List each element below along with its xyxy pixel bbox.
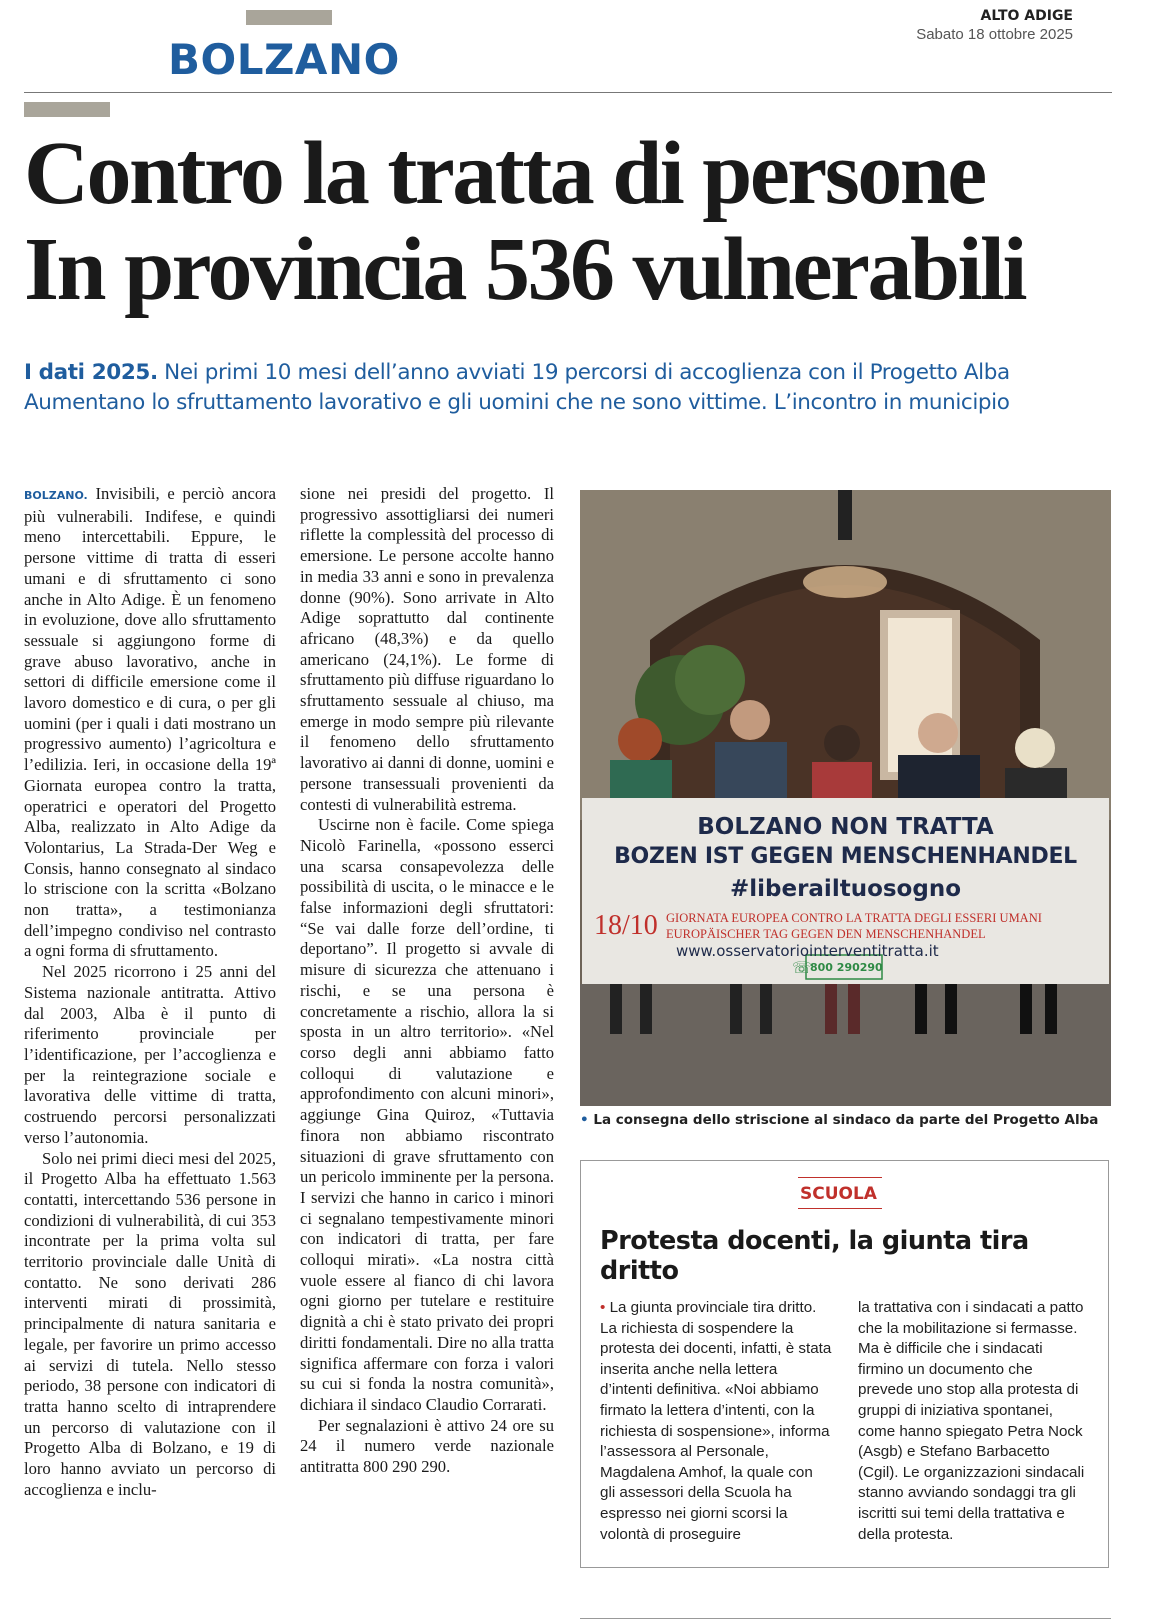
section-title: BOLZANO (168, 35, 400, 84)
issue-date: Sabato 18 ottobre 2025 (916, 26, 1073, 43)
article-column-1 (24, 484, 276, 1500)
banner-line-1: BOLZANO NON TRATTA (697, 814, 994, 840)
sidebar-column-1 (600, 1298, 832, 1545)
sidebar-text-1: La giunta provinciale tira dritto. La richiesta di sospendere la protesta dei docenti, infatti, è stata inserita anche nella lettera d’intenti definitiva. «Noi abbiamo firmato la lettera d’intenti, con la richiesta di sospensione», informa l’assessora al Personale, Magdalena Amhof, la quale con gli assessori della Scuola ha espresso nei giorni scorsi la volontà di proseguire (600, 1299, 832, 1543)
sidebar-text-2: la trattativa con i sindacati a patto che la mobilitazione si fermasse. Ma è difficile che i sindacati firmino un documento che prevede uno stop alla protesta di gruppi di iniziativa spontanei, come hanno spiegato Petra Nock (Asgb) e Stefano Barbacetto (Cgil). Le organizzazioni sindacali stanno avviando sondaggi tra gli iscritti sui temi della trattativa e della protesta. (858, 1299, 1085, 1543)
subhead-line-1 (24, 358, 1124, 388)
bottom-rule (580, 1618, 1111, 1619)
sidebar-kicker: SCUOLA (800, 1184, 877, 1204)
phone-icon: ☏ (792, 958, 813, 977)
subhead-text-1: Nei primi 10 mesi dell’anno avviati 19 percorsi di accoglienza con il Progetto Alba (164, 360, 1010, 385)
headline (24, 126, 1124, 318)
article-column-2 (300, 484, 554, 1478)
headline-line-1: Contro la tratta di persone (24, 124, 985, 223)
sidebar-title: Protesta docenti, la giunta tira dritto (600, 1226, 1029, 1286)
headline-line-2: In provincia 536 vulnerabili (24, 220, 1026, 319)
bullet-icon: • (600, 1299, 606, 1316)
paragraph: Nel 2025 ricorrono i 25 anni del Sistema nazionale antitratta. Attivo dal 2003, Alba è il punto di riferimento provinciale per l’identificazione, per l’accoglienza e per la reintegrazione sociale e lavorativa delle vittime di tratta, costruendo percorsi personalizzati verso l’autonomia. (24, 962, 276, 1147)
headline-bar (24, 102, 110, 117)
paragraph: Solo nei primi dieci mesi del 2025, il Progetto Alba ha effettuato 1.563 contatti, intercettando 536 persone in condizioni di vulnerabilità, di cui 353 incontrate per la prima volta sul territorio provinciale dalle Unità di contatto. Ne sono derivati 286 interventi mirati di prossimità, principalmente di natura sanitaria e legale, per favorire un primo accesso ai servizi di tutela. Nello stesso periodo, 38 persone con indicatori di tratta hanno scelto di intraprendere un percorso di valutazione con il Progetto Alba di Bolzano, e 19 di loro hanno avviato un percorso di accoglienza e inclu- (24, 1148, 276, 1499)
caption-text: La consegna dello striscione al sindaco da parte del Progetto Alba (593, 1112, 1099, 1128)
paragraph: Uscirne non è facile. Come spiega Nicolò Farinella, «possono esserci una scarsa consapevolezza delle possibilità di uscita, o le minacce e le false informazioni degli sfruttatori: “Se vai dalle forze dell’ordine, ti deportano”. Il progetto si avvale di misure di sicurezza che attenuano i rischi, e se una persona è concretamente a rischio, allora la si sposta in un altro territorio». «Nel corso degli anni abbiamo fatto colloqui di valutazione e approfondimento con alcuni minori», aggiunge Gina Quiroz, «Tuttavia finora non abbiamo riscontrato situazioni di grave sfruttamento con un pericolo imminente per la persona. I servizi che hanno in carico i minori ci segnalano tempestivamente minori con indicatori di tratta, per fare colloqui mirati». «La nostra città vuole essere al fianco di chi lavora ogni giorno per tutelare e restituire dignità a chi è stato privato dei propri diritti fondamentali. Dire no alla tratta significa affermare con forza i valori su cui si fonda la nostra comunità», dichiara il sindaco Claudio Corrarati. (300, 815, 554, 1414)
section-bar-top (246, 10, 332, 25)
paragraph: Per segnalazioni è attivo 24 ore su 24 il numero verde nazionale antitratta 800 290 290. (300, 1415, 554, 1477)
article-photo (580, 490, 1111, 1106)
kicker-rule-bottom (798, 1208, 882, 1209)
paragraph: sione nei presidi del progetto. Il progressivo assottigliarsi dei numeri riflette la complessità del processo di emersione. Le persone accolte hanno in media 33 anni e sono in prevalenza donne (90%). Sono arrivate in Alto Adige soprattutto dal continente africano (48,3%) e da quello americano (24,1%). Le forme di sfruttamento più diffuse riguardano lo sfruttamento sessuale al chiuso, ma emerge in modo sempre più rilevante il fenomeno dello sfruttamento lavorativo ai danni di donne, uomini e persone transessuali provenienti da contesti di vulnerabilità estrema. (300, 484, 554, 814)
photo-illustration (580, 490, 1111, 1106)
banner-date: 18/10 (594, 910, 658, 941)
dateline: BOLZANO. (24, 489, 88, 502)
banner-line-2: BOZEN IST GEGEN MENSCHENHANDEL (614, 844, 1077, 869)
sidebar-column-2 (858, 1298, 1090, 1545)
banner-hashtag: #liberailtuosogno (729, 876, 962, 902)
photo-caption (580, 1112, 1111, 1128)
subhead-line-2: Aumentano lo sfruttamento lavorativo e gli uomini che ne sono vittime. L’incontro in municipio (24, 390, 1010, 415)
banner-italian: GIORNATA EUROPEA CONTRO LA TRATTA DEGLI ESSERI UMANI (666, 911, 1042, 925)
header-rule (24, 92, 1112, 93)
newspaper-name: ALTO ADIGE (980, 8, 1073, 24)
banner-url: www.osservatoriointerventitratta.it (676, 942, 939, 960)
banner-german: EUROPÄISCHER TAG GEGEN DEN MENSCHENHANDEL (666, 927, 986, 941)
kicker-rule-top (798, 1177, 882, 1178)
subheadline (24, 358, 1124, 418)
subhead-lead: I dati 2025. (24, 360, 158, 385)
bullet-icon: • (580, 1112, 589, 1128)
paragraph-text: Invisibili, e perciò ancora più vulnerabili. Indifese, e quindi meno intercettabili. Eppure, le persone vittime di tratta di esseri umani e di sfruttamento ci sono anche in Alto Adige. È un fenomeno in evoluzione, dove allo sfruttamento sessuale si aggiungono forme di grave abuso lavorativo, anche in settori di difficile emersione come il lavoro domestico e di cura, o per gli uomini (per i quali i dati mostrano un progressivo aumento) l’agricoltura e l’edilizia. Ieri, in occasione della 19ª Giornata europea contro la tratta, operatrici e operatori del Progetto Alba, realizzato in Alto Adige da Volontarius, La Strada-Der Weg e Consis, hanno consegnato al sindaco lo striscione con la scritta «Bolzano non tratta», a testimonianza dell’impegno condiviso nel contrasto a ogni forma di sfruttamento. (24, 484, 277, 961)
paragraph (24, 484, 276, 962)
banner-phone: 800 290290 (810, 961, 883, 974)
